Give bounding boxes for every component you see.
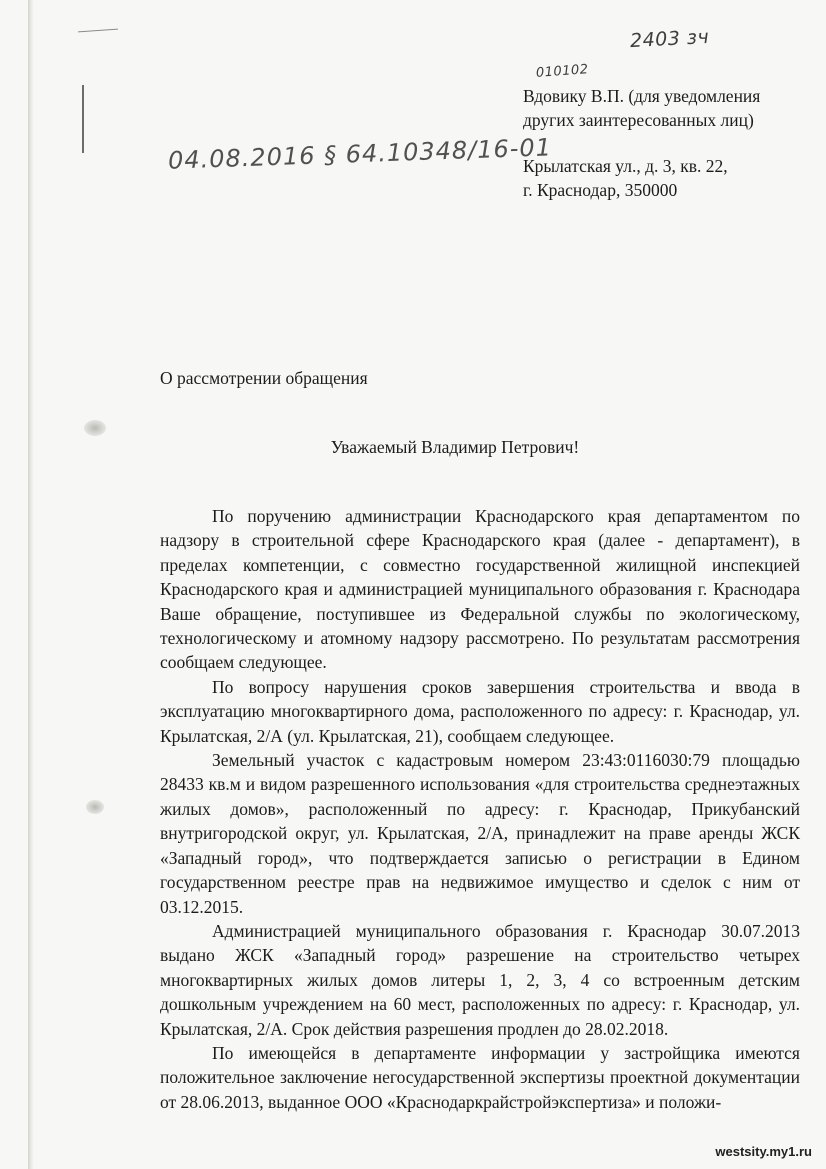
handwritten-registration: 04.08.2016 § 64.10348/16-01: [167, 133, 553, 175]
addressee-line: Вдовику В.П. (для уведомления: [523, 86, 761, 106]
addressee-line: г. Краснодар, 350000: [523, 180, 678, 200]
addressee-block: [523, 84, 813, 202]
addressee-line: других заинтересованных лиц): [523, 110, 754, 130]
scan-blot: [84, 420, 106, 436]
body-paragraph: По поручению администрации Краснодарского края департаментом по надзору в строительной сфере Краснодарского края (далее - департамент), в пределах компетенции, с совместно государственной жилищной инспекцией Краснодарского края и администрацией муниципального образования г. Краснодара Ваше обращение, поступившее из Федеральной службы по экологическому, технологическому и атомному надзору рассмотрено. По результатам рассмотрения сообщаем следующее.: [160, 506, 800, 673]
addressee-line: Крылатская ул., д. 3, кв. 22,: [523, 156, 728, 176]
vertical-pen-mark: [82, 85, 84, 153]
scan-blot: [86, 800, 104, 814]
body-paragraph: Земельный участок с кадастровым номером 23:43:0116030:79 площадью 28433 кв.м и видом разрешенного использования «для строительства среднеэтажных жилых домов», расположенный по адресу: г. Краснодар, Прикубанский внутригородской округ, ул. Крылатская, 2/А, принадлежит на праве аренды ЖСК «Западный город», что подтверждается записью о регистрации в Едином государственном реестре прав на недвижимое имущество и сделок с ним от 03.12.2015.: [160, 750, 800, 917]
body-paragraph: По имеющейся в департаменте информации у застройщика имеются положительное заключение негосударственной экспертизы проектной документации от 28.06.2013, выданное ООО «Краснодаркрайстройэкспертиза» и положи-: [160, 1042, 800, 1112]
scan-edge-shadow: [28, 0, 34, 1169]
pen-mark: [78, 29, 118, 33]
body-paragraph: Администрацией муниципального образования г. Краснодар 30.07.2013 выдано ЖСК «Западный город» разрешение на строительство четырех многоквартирных жилых домов литеры 1, 2, 3, 4 со встроенным детским дошкольным учреждением на 60 мест, расположенных по адресу: г. Краснодар, ул. Крылатская, 2/А. Срок действия разрешения продлен до 28.02.2018.: [160, 920, 800, 1039]
handwritten-code: 010102: [535, 62, 590, 81]
watermark-text: westsity.my1.ru: [715, 1144, 812, 1159]
body-paragraph: По вопросу нарушения сроков завершения строительства и ввода в эксплуатацию многоквартирного дома, расположенного по адресу: г. Краснодар, ул. Крылатская, 2/А (ул. Крылатская, 21), сообщаем следующее.: [160, 676, 800, 746]
handwritten-number: 2403 зч: [629, 25, 710, 53]
letter-greeting: Уважаемый Владимир Петрович!: [330, 437, 580, 457]
letter-body: [160, 504, 800, 1114]
letter-subject: О рассмотрении обращения: [160, 368, 368, 388]
